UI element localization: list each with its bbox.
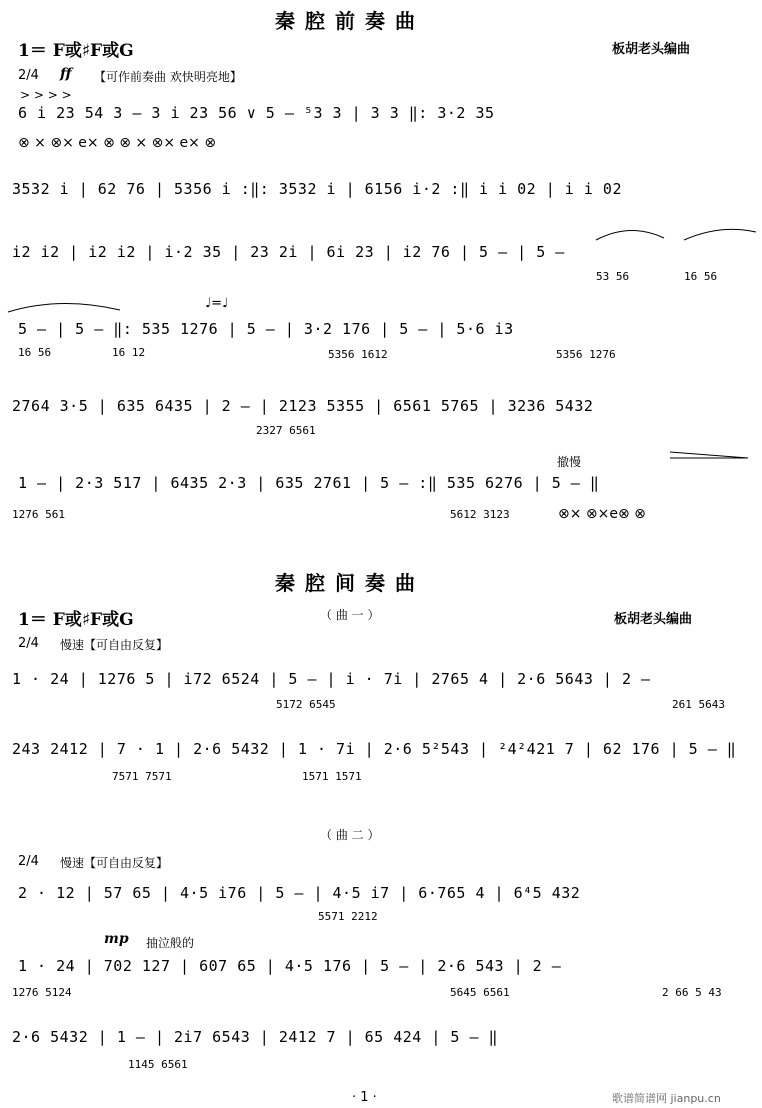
- piece3-row1-notes: 2 · 12 | 57 65 | 4·5 i76 | 5 – | 4·5 i7 | 6·765 4 | 6⁴5 432: [18, 884, 581, 902]
- piece3-row3-sub: 1145 6561: [128, 1058, 188, 1071]
- piece1-row1-percussion: ⊗ × ⊗× e× ⊗ ⊗ × ⊗× e× ⊗: [18, 135, 217, 151]
- piece1-row5-notes: 2764 3·5 | 635 6435 | 2 – | 2123 5355 | 6561 5765 | 3236 5432: [12, 397, 594, 415]
- piece1-row4-sub-3: 5356 1612: [328, 348, 388, 361]
- piece1-row6-percussion: ⊗× ⊗×e⊗ ⊗: [558, 506, 646, 522]
- piece1-row4-sub-2: 16 12: [112, 346, 146, 359]
- piece2-composer: 板胡老头编曲: [614, 612, 693, 627]
- piece1-row1-notes: 6 i 23 54 3 – 3 i 23 56 ∨ 5 – ⁵3 3 | 3 3 ‖: 3·2 35: [18, 104, 495, 122]
- piece1-row2-notes: 3532 i | 62 76 | 5356 i :‖: 3532 i | 6156 i·2 :‖ i i 02 | i i 02: [12, 180, 622, 198]
- piece3-expression: 抽泣般的: [146, 936, 195, 950]
- piece1-row5-sub: 2327 6561: [256, 424, 316, 437]
- piece3-instruction: 慢速【可自由反复】: [60, 856, 169, 870]
- piece1-title: 秦腔前奏曲: [275, 9, 425, 33]
- piece3-row3-notes: 2·6 5432 | 1 – | 2i7 6543 | 2412 7 | 65 424 | 5 – ‖: [12, 1028, 499, 1046]
- watermark: 歌谱简谱网 jianpu.cn: [612, 1092, 721, 1105]
- piece1-instruction: 【可作前奏曲 欢快明亮地】: [94, 70, 242, 84]
- ritardando-mark: 撤慢: [557, 455, 582, 469]
- tempo-equivalence: ♩=♩: [205, 296, 229, 311]
- page-number: · 1 ·: [352, 1090, 377, 1105]
- piece3-section: （ 曲 二 ）: [320, 828, 380, 842]
- piece2-key: 1＝ F或♯F或G: [18, 610, 134, 630]
- piece3-meter: 2/4: [18, 854, 39, 869]
- piece2-section: （ 曲 一 ）: [320, 608, 380, 622]
- piece1-row4-notes: 5 – | 5 – ‖: 535 1276 | 5 – | 3·2 176 | 5 – | 5·6 i3: [18, 320, 514, 338]
- piece1-meter: 2/4: [18, 68, 39, 83]
- piece1-row3-sub-1: 53 56: [596, 270, 630, 283]
- piece2-row1-sub-1: 5172 6545: [276, 698, 336, 711]
- piece3-row2-notes: 1 · 24 | 702 127 | 607 65 | 4·5 176 | 5 – | 2·6 543 | 2 –: [18, 957, 562, 975]
- piece1-row4-sub-4: 5356 1276: [556, 348, 616, 361]
- piece3-dynamic: mp: [104, 931, 129, 947]
- piece3-row2-sub-1: 1276 5124: [12, 986, 72, 999]
- piece2-row1-sub-2: 261 5643: [672, 698, 725, 711]
- piece2-row1-notes: 1 · 24 | 1276 5 | i72 6524 | 5 – | i · 7i | 2765 4 | 2·6 5643 | 2 –: [12, 670, 651, 688]
- piece1-row6-sub-1: 1276 561: [12, 508, 65, 521]
- piece2-row2-notes: 243 2412 | 7 · 1 | 2·6 5432 | 1 · 7i | 2·6 5²543 | ²4²421 7 | 62 176 | 5 – ‖: [12, 740, 737, 758]
- piece3-row2-sub-2: 5645 6561: [450, 986, 510, 999]
- piece2-instruction: 慢速【可自由反复】: [60, 638, 169, 652]
- accent-marks: > > > >: [20, 88, 72, 102]
- piece2-meter: 2/4: [18, 636, 39, 651]
- piece3-row1-sub: 5571 2212: [318, 910, 378, 923]
- piece2-row2-sub-1: 7571 7571: [112, 770, 172, 783]
- piece3-row2-sub-3: 2 66 5 43: [662, 986, 722, 999]
- piece1-row3-notes: i2 i2 | i2 i2 | i·2 35 | 23 2i | 6i 23 | i2 76 | 5 – | 5 –: [12, 243, 565, 261]
- piece1-key: 1＝ F或♯F或G: [18, 41, 134, 61]
- piece1-row6-notes: 1 – | 2·3 517 | 6435 2·3 | 635 2761 | 5 – :‖ 535 6276 | 5 – ‖: [18, 474, 600, 492]
- piece1-row3-sub-2: 16 56: [684, 270, 718, 283]
- piece2-row2-sub-2: 1571 1571: [302, 770, 362, 783]
- piece1-row6-sub-2: 5612 3123: [450, 508, 510, 521]
- piece1-composer: 板胡老头编曲: [612, 42, 691, 57]
- piece2-title: 秦腔间奏曲: [275, 571, 425, 595]
- piece1-dynamic: ff: [60, 66, 72, 82]
- piece1-row4-sub-1: 16 56: [18, 346, 52, 359]
